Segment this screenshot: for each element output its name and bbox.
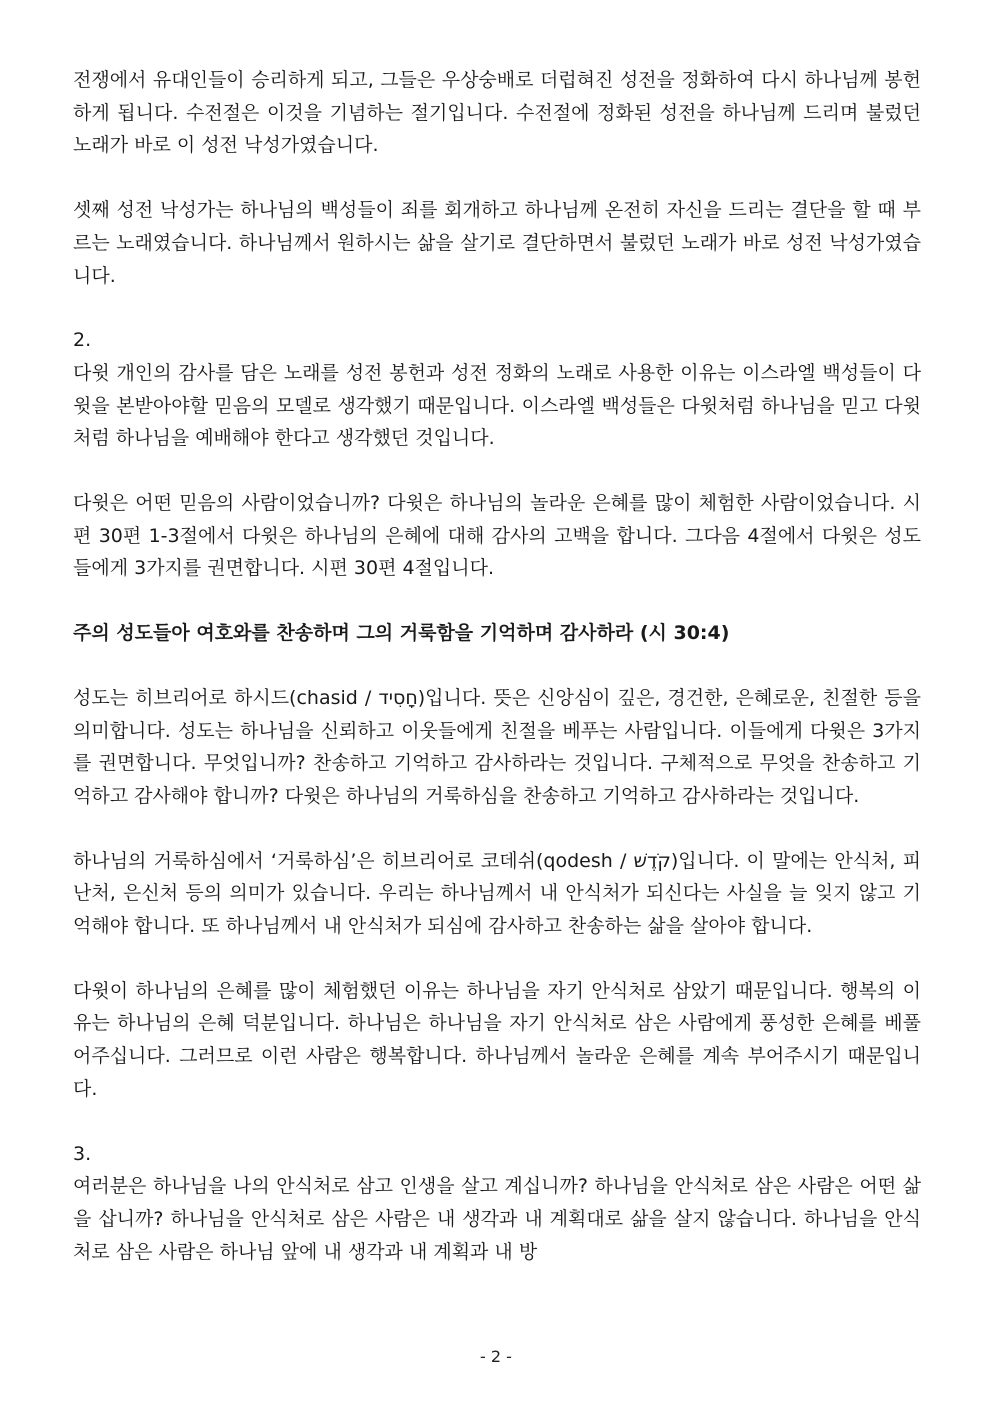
document-body — [73, 64, 921, 1268]
section-number-3: 3. — [73, 1142, 92, 1165]
paragraph-7: 다윗이 하나님의 은혜를 많이 체험했던 이유는 하나님을 자기 안식처로 삼았기 때문입니다. 행복의 이유는 하나님의 은혜 덕분입니다. 하나님은 하나님을 자기 안식처로 삼은 사람에게 풍성한 은혜를 베풀어주십니다. 그러므로 이런 사람은 행복합니다. 하나님께서 놀라운 은혜를 계속 부어주시기 때문입니다. — [73, 979, 921, 1100]
paragraph-8: 여러분은 하나님을 나의 안식처로 삼고 인생을 살고 계십니까? 하나님을 안식처로 삼은 사람은 어떤 삶을 삽니까? 하나님을 안식처로 삼은 사람은 내 생각과 내 계획대로 삶을 살지 않습니다. 하나님을 안식처로 삼은 사람은 하나님 앞에 내 생각과 내 계획과 내 방 — [73, 1175, 921, 1263]
paragraph-3: 다윗 개인의 감사를 담은 노래를 성전 봉헌과 성전 정화의 노래로 사용한 이유는 이스라엘 백성들이 다윗을 본받아야할 믿음의 모델로 생각했기 때문입니다. 이스라엘 백성들은 다윗처럼 하나님을 믿고 다윗처럼 하나님을 예배해야 한다고 생각했던 것입니다. — [73, 361, 921, 450]
page-number: - 2 - — [480, 1347, 512, 1366]
section-number-2: 2. — [73, 329, 92, 352]
paragraph-2: 셋째 성전 낙성가는 하나님의 백성들이 죄를 회개하고 하나님께 온전히 자신을 드리는 결단을 할 때 부르는 노래였습니다. 하나님께서 원하시는 삶을 살기로 결단하면서 불렀던 노래가 바로 성전 낙성가였습니다. — [73, 199, 921, 287]
paragraph-6: 하나님의 거룩하심에서 ‘거룩하심’은 히브리어로 코데쉬(qodesh / קֹדֶשׁ)입니다. 이 말에는 안식처, 피난처, 은신처 등의 의미가 있습니다. 우리는 하나님께서 내 안식처가 되신다는 사실을 늘 잊지 않고 기억해야 합니다. 또 하나님께서 내 안식처가 되심에 감사하고 찬송하는 삶을 살아야 합니다. — [73, 849, 921, 938]
paragraph-4: 다윗은 어떤 믿음의 사람이었습니까? 다윗은 하나님의 놀라운 은혜를 많이 체험한 사람이었습니다. 시편 30편 1-3절에서 다윗은 하나님의 은혜에 대해 감사의 고백을 합니다. 그다음 4절에서 다윗은 성도들에게 3가지를 권면합니다. 시편 30편 4절입니다. — [73, 492, 921, 580]
paragraph-1: 전쟁에서 유대인들이 승리하게 되고, 그들은 우상숭배로 더럽혀진 성전을 정화하여 다시 하나님께 봉헌하게 됩니다. 수전절은 이것을 기념하는 절기입니다. 수전절에 정화된 성전을 하나님께 드리며 불렀던 노래가 바로 이 성전 낙성가였습니다. — [73, 69, 921, 157]
scripture-verse: 주의 성도들아 여호와를 찬송하며 그의 거룩함을 기억하며 감사하라 (시 30:4) — [73, 622, 730, 645]
paragraph-5: 성도는 히브리어로 하시드(chasid / חָסִיד)입니다. 뜻은 신앙심이 깊은, 경건한, 은혜로운, 친절한 등을 의미합니다. 성도는 하나님을 신뢰하고 이웃들에게 친절을 베푸는 사람입니다. 이들에게 다윗은 3가지를 권면합니다. 무엇입니까? 찬송하고 기억하고 감사하라는 것입니다. 구체적으로 무엇을 찬송하고 기억하고 감사해야 합니까? 다윗은 하나님의 거룩하심을 찬송하고 기억하고 감사하라는 것입니다. — [73, 686, 921, 807]
